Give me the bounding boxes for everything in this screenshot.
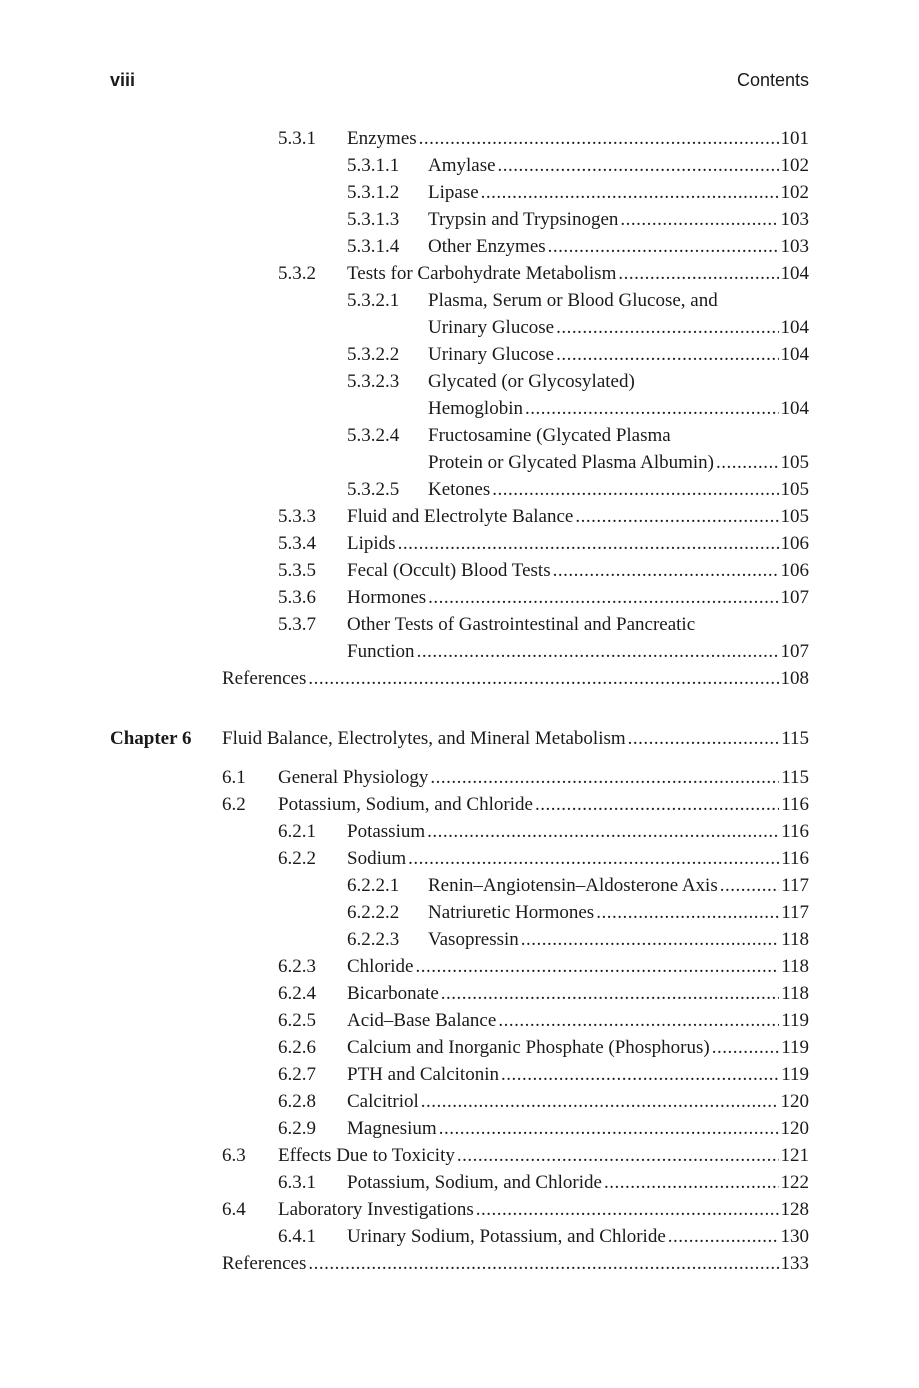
page-ref: 105 [780,506,809,527]
page-ref: 104 [780,344,809,365]
page-ref: 108 [780,668,809,689]
section-title: Hormones [347,587,427,608]
section-title: Lipase [428,182,479,203]
toc-row [0,370,809,394]
toc-row [0,847,809,871]
dot-leader [430,766,779,790]
toc-entry [222,727,809,751]
page-ref: 103 [780,209,809,230]
toc-entry [428,154,809,178]
page-ref: 106 [780,533,809,554]
dot-leader [548,235,779,259]
page-ref: 117 [781,875,809,896]
toc-entry [347,532,809,556]
toc-row [0,586,809,610]
page-ref: 104 [780,317,809,338]
dot-leader [716,451,778,475]
page-ref: 133 [780,1253,809,1274]
section-number: 5.3.2.2 [347,344,400,365]
section-title: Chloride [347,956,414,977]
page-ref: 120 [780,1091,809,1112]
page-ref: 122 [780,1172,809,1193]
section-number: 6.2.1 [278,821,316,842]
toc-row [0,820,809,844]
page-ref: 121 [780,1145,809,1166]
section-title: PTH and Calcitonin [347,1064,499,1085]
toc-row [0,613,809,637]
toc-entry [278,793,809,817]
page-ref: 102 [780,155,809,176]
toc-row [0,181,809,205]
section-title: Protein or Glycated Plasma Albumin) [428,452,715,473]
section-number: 5.3.2.1 [347,290,400,311]
toc-row [0,208,809,232]
toc-entry [428,928,809,952]
page-ref: 107 [780,587,809,608]
dot-leader [308,667,778,691]
section-title: Fecal (Occult) Blood Tests [347,560,551,581]
section-number: 5.3.1.2 [347,182,400,203]
section-number: 6.4.1 [278,1226,316,1247]
page-ref: 119 [781,1064,809,1085]
dot-leader [408,847,779,871]
section-title: Urinary Sodium, Potassium, and Chloride [347,1226,666,1247]
section-number: 5.3.4 [278,533,316,554]
toc-row [0,1009,809,1033]
toc-entry [222,1252,809,1276]
page-ref: 101 [780,128,809,149]
page-ref: 116 [781,794,809,815]
page-number: viii [110,70,136,90]
dot-leader [439,1117,779,1141]
section-number: 5.3.2.5 [347,479,400,500]
page-ref: 105 [780,479,809,500]
section-title: Sodium [347,848,407,869]
page-ref: 119 [781,1010,809,1031]
section-title: Fluid and Electrolyte Balance [347,506,574,527]
section-number: 6.3.1 [278,1172,316,1193]
toc-row [0,874,809,898]
toc-row [0,1117,809,1141]
toc-row [0,343,809,367]
dot-leader [457,1144,779,1168]
toc-row [0,1063,809,1087]
running-head [110,70,809,94]
section-title: Vasopressin [428,929,519,950]
toc-row [0,424,809,448]
dot-leader [535,793,779,817]
toc-row [0,928,809,952]
chapter-label: Chapter 6 [110,728,192,749]
section-number: 5.3.1 [278,128,316,149]
section-title: Effects Due to Toxicity [278,1145,455,1166]
section-title: Calcium and Inorganic Phosphate (Phosphorus) [347,1037,710,1058]
dot-leader [575,505,778,529]
section-title: Fructosamine (Glycated Plasma [428,425,671,446]
page-ref: 116 [781,848,809,869]
dot-leader [419,127,779,151]
page-ref: 115 [781,767,809,788]
chapter-row [0,727,809,751]
toc-entry [347,1171,809,1195]
toc-entry [347,1036,809,1060]
section-number: 5.3.1.1 [347,155,400,176]
section-title: Enzymes [347,128,417,149]
toc-row [0,127,809,151]
section-number: 6.2.9 [278,1118,316,1139]
section-title: Laboratory Investigations [278,1199,474,1220]
dot-leader [417,640,779,664]
section-title: Tests for Carbohydrate Metabolism [347,263,617,284]
toc-entry [278,766,809,790]
section-title: Other Enzymes [428,236,546,257]
toc-row [0,1225,809,1249]
page-ref: 107 [780,641,809,662]
dot-leader [421,1090,779,1114]
page-ref: 106 [780,560,809,581]
page-ref: 104 [780,398,809,419]
toc-row [0,982,809,1006]
page-ref: 120 [780,1118,809,1139]
section-title: Urinary Glucose [428,344,555,365]
toc-entry [278,1144,809,1168]
section-number: 5.3.6 [278,587,316,608]
page-ref: 116 [781,821,809,842]
section-title: Fluid Balance, Electrolytes, and Mineral Metabolism [222,728,626,749]
toc-row [0,955,809,979]
toc-entry [347,586,809,610]
toc-entry [347,127,809,151]
page-ref: 128 [780,1199,809,1220]
dot-leader [556,316,778,340]
toc-row [0,532,809,556]
toc-entry [347,505,809,529]
section-number: 6.2.5 [278,1010,316,1031]
page-ref: 103 [780,236,809,257]
dot-leader [720,874,779,898]
toc-entry [347,1117,809,1141]
page-ref: 118 [781,929,809,950]
dot-leader [620,208,778,232]
section-number: 6.3 [222,1145,246,1166]
dot-leader [596,901,779,925]
toc-entry [347,847,809,871]
section-title: Potassium [347,821,426,842]
section-number: 6.2.4 [278,983,316,1004]
page-ref: 118 [781,983,809,1004]
dot-leader [553,559,779,583]
toc-row [0,766,809,790]
toc-row [0,1252,809,1276]
toc-entry [347,955,809,979]
dot-leader [668,1225,779,1249]
toc-row [0,289,809,313]
section-number: 5.3.7 [278,614,316,635]
section-title: Urinary Glucose [428,317,555,338]
toc-row [0,793,809,817]
toc-entry [428,181,809,205]
toc-row [0,640,809,664]
toc-entry [347,1090,809,1114]
toc-entry [428,874,809,898]
toc-row [0,901,809,925]
toc-entry [428,424,809,448]
toc-row [0,154,809,178]
toc-row [0,559,809,583]
section-title: Calcitriol [347,1091,419,1112]
section-number: 5.3.1.3 [347,209,400,230]
toc-entry [347,559,809,583]
page-ref: 118 [781,956,809,977]
section-title: Plasma, Serum or Blood Glucose, and [428,290,718,311]
section-title: Function [347,641,415,662]
toc-row [0,235,809,259]
section-title: Lipids [347,533,396,554]
section-title: Renin–Angiotensin–Aldosterone Axis [428,875,718,896]
dot-leader [492,478,778,502]
dot-leader [521,928,779,952]
toc-row [0,1198,809,1222]
toc-row [0,1144,809,1168]
section-title: Magnesium [347,1118,437,1139]
toc-entry [347,1009,809,1033]
toc-entry [347,1225,809,1249]
section-number: 6.2.8 [278,1091,316,1112]
dot-leader [556,343,778,367]
section-number: 5.3.2.3 [347,371,400,392]
toc-entry [278,1198,809,1222]
section-title: Other Tests of Gastrointestinal and Pancreatic [347,614,696,635]
dot-leader [498,1009,779,1033]
dot-leader [481,181,779,205]
toc-entry [428,478,809,502]
section-number: 6.2.6 [278,1037,316,1058]
dot-leader [427,820,779,844]
section-title: Potassium, Sodium, and Chloride [278,794,533,815]
toc-entry [347,1063,809,1087]
toc-entry [347,640,809,664]
toc-entry [347,982,809,1006]
section-title: Amylase [428,155,496,176]
section-title: Acid–Base Balance [347,1010,497,1031]
page-ref: 130 [780,1226,809,1247]
dot-leader [498,154,779,178]
page-ref: 117 [781,902,809,923]
section-title: Bicarbonate [347,983,439,1004]
toc-row [0,451,809,475]
page-ref: 102 [780,182,809,203]
section-number: 5.3.1.4 [347,236,400,257]
toc-entry [347,262,809,286]
section-title: Natriuretic Hormones [428,902,595,923]
toc-entry [428,235,809,259]
dot-leader [441,982,779,1006]
section-title: Trypsin and Trypsinogen [428,209,619,230]
dot-leader [308,1252,778,1276]
toc-entry [428,370,809,394]
dot-leader [604,1171,779,1195]
dot-leader [501,1063,779,1087]
toc-entry [428,397,809,421]
toc-entry [222,667,809,691]
section-number: 5.3.3 [278,506,316,527]
section-number: 6.2.2.3 [347,929,400,950]
section-title: Potassium, Sodium, and Chloride [347,1172,602,1193]
toc-row [0,316,809,340]
section-title: References [222,1253,307,1274]
dot-leader [428,586,778,610]
toc-entry [428,343,809,367]
section-title: Ketones [428,479,491,500]
dot-leader [712,1036,779,1060]
section-number: 6.2.2.2 [347,902,400,923]
dot-leader [476,1198,779,1222]
toc-entry [428,451,809,475]
section-number: 6.2.2 [278,848,316,869]
toc-row [0,505,809,529]
section-number: 6.1 [222,767,246,788]
section-number: 5.3.2.4 [347,425,400,446]
dot-leader [525,397,779,421]
page-ref: 104 [780,263,809,284]
section-title: General Physiology [278,767,429,788]
dot-leader [628,727,780,751]
toc-entry [428,208,809,232]
toc-entry [347,613,809,637]
section-title: References [222,668,307,689]
section-number: 6.2 [222,794,246,815]
toc-row [0,262,809,286]
toc-row [0,1171,809,1195]
dot-leader [398,532,779,556]
toc-row [0,397,809,421]
page-ref: 115 [781,728,809,749]
section-number: 6.4 [222,1199,246,1220]
dot-leader [416,955,780,979]
section-number: 6.2.3 [278,956,316,977]
section-number: 5.3.2 [278,263,316,284]
toc-entry [428,289,809,313]
section-number: 6.2.7 [278,1064,316,1085]
toc-entry [347,820,809,844]
page-ref: 119 [781,1037,809,1058]
toc-row [0,1036,809,1060]
dot-leader [618,262,778,286]
section-title: Hemoglobin [428,398,523,419]
section-title: Glycated (or Glycosylated) [428,371,635,392]
toc-row [0,478,809,502]
toc-row [0,667,809,691]
section-number: 5.3.5 [278,560,316,581]
page-ref: 105 [780,452,809,473]
toc-entry [428,901,809,925]
running-head-title: Contents [736,70,809,90]
toc-row [0,1090,809,1114]
section-number: 6.2.2.1 [347,875,400,896]
toc-entry [428,316,809,340]
